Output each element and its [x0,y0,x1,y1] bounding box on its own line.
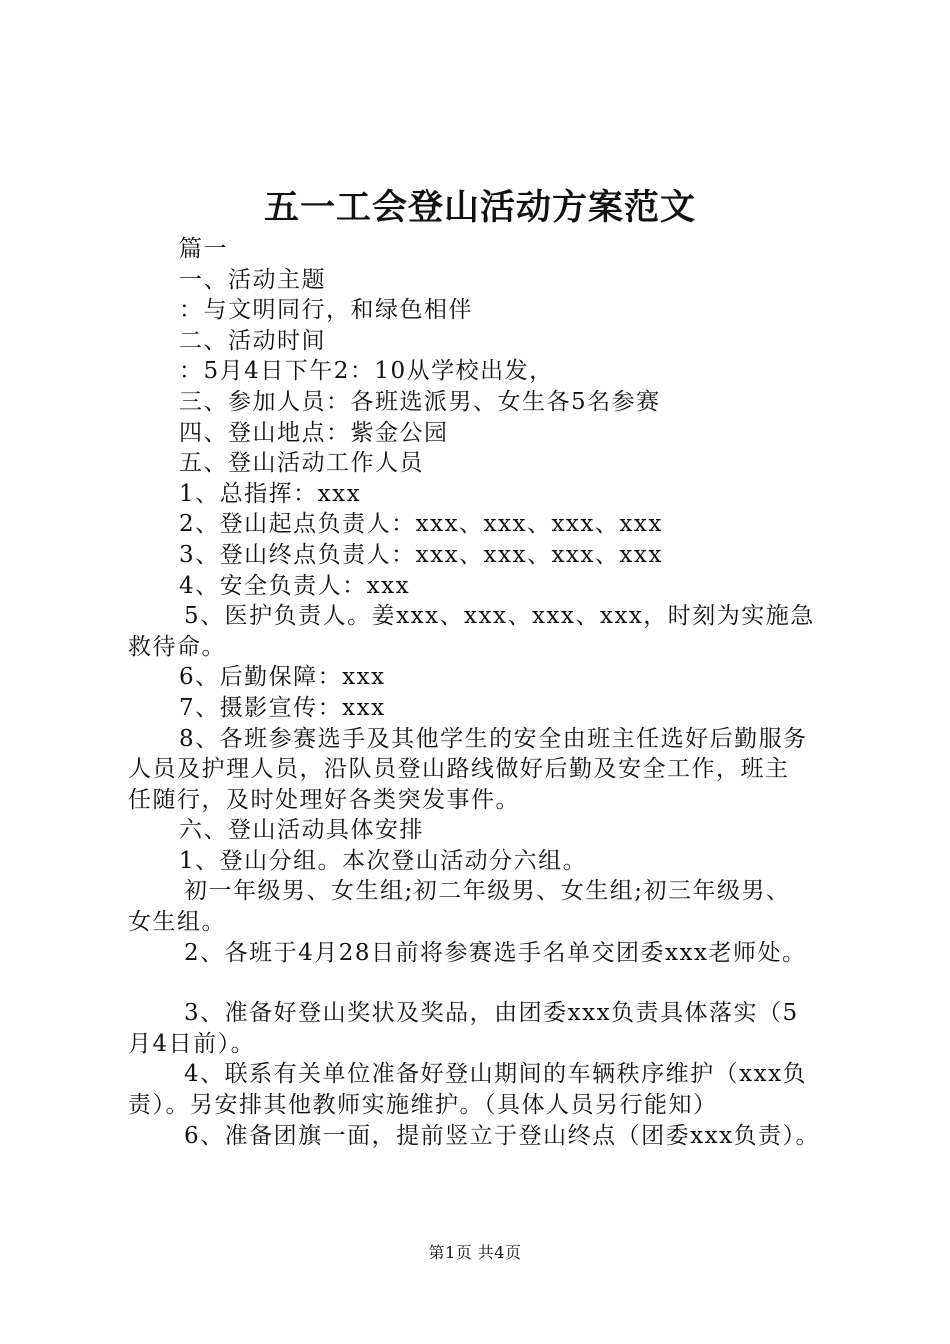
body-line: 月4日前）。 [128,1030,256,1057]
body-line: 人员及护理人员，沿队员登山路线做好后勤及安全工作，班主 [128,756,790,783]
body-line: ：5月4日下午2：10从学校出发， [179,358,554,385]
document-body [128,234,858,1151]
body-line: 6、准备团旗一面，提前竖立于登山终点（团委xxx负责）。 [184,1122,821,1149]
body-line: 6、后勤保障：xxx [179,664,386,691]
body-line: 任随行，及时处理好各类突发事件。 [128,786,520,813]
document-title: 五一工会登山活动方案范文 [263,187,696,228]
body-line: 五、登山活动工作人员 [179,450,424,477]
body-line: 7、摄影宣传：xxx [179,694,386,721]
body-line: 8、各班参赛选手及其他学生的安全由班主任选好后勤服务 [179,725,808,752]
body-line: 3、准备好登山奖状及奖品，由团委xxx负责具体落实（5 [184,1000,799,1027]
page-number-footer: 第1页 共4页 [428,1243,522,1262]
body-line: 3、登山终点负责人：xxx、xxx、xxx、xxx [179,541,663,568]
body-line: ：与文明同行，和绿色相伴 [179,297,473,324]
body-line: 篇一 [179,236,228,262]
body-line: 二、活动时间 [179,327,326,354]
body-line: 4、安全负责人：xxx [179,572,411,599]
body-line: 1、总指挥：xxx [179,480,362,507]
body-line: 四、登山地点：紫金公园 [179,419,449,446]
body-line: 2、登山起点负责人：xxx、xxx、xxx、xxx [179,511,663,538]
body-line: 责）。另安排其他教师实施维护。（具体人员另行能知） [128,1092,718,1119]
body-line: 六、登山活动具体安排 [179,817,424,844]
body-line: 1、登山分组。本次登山活动分六组。 [179,847,588,874]
body-line: 女生组。 [128,909,226,936]
body-line: 2、各班于4月28日前将参赛选手名单交团委xxx老师处。 [184,939,807,966]
body-line: 5、医护负责人。姜xxx、xxx、xxx、xxx，时刻为实施急 [184,603,815,630]
body-line: 4、联系有关单位准备好登山期间的车辆秩序维护（xxx负 [184,1061,808,1088]
body-line: 三、参加人员：各班选派男、女生各5名参赛 [179,388,661,415]
body-line: 初一年级男、女生组;初二年级男、女生组;初三年级男、 [184,878,791,905]
body-line: 救待命。 [128,633,226,660]
body-line: 一、活动主题 [179,266,326,293]
